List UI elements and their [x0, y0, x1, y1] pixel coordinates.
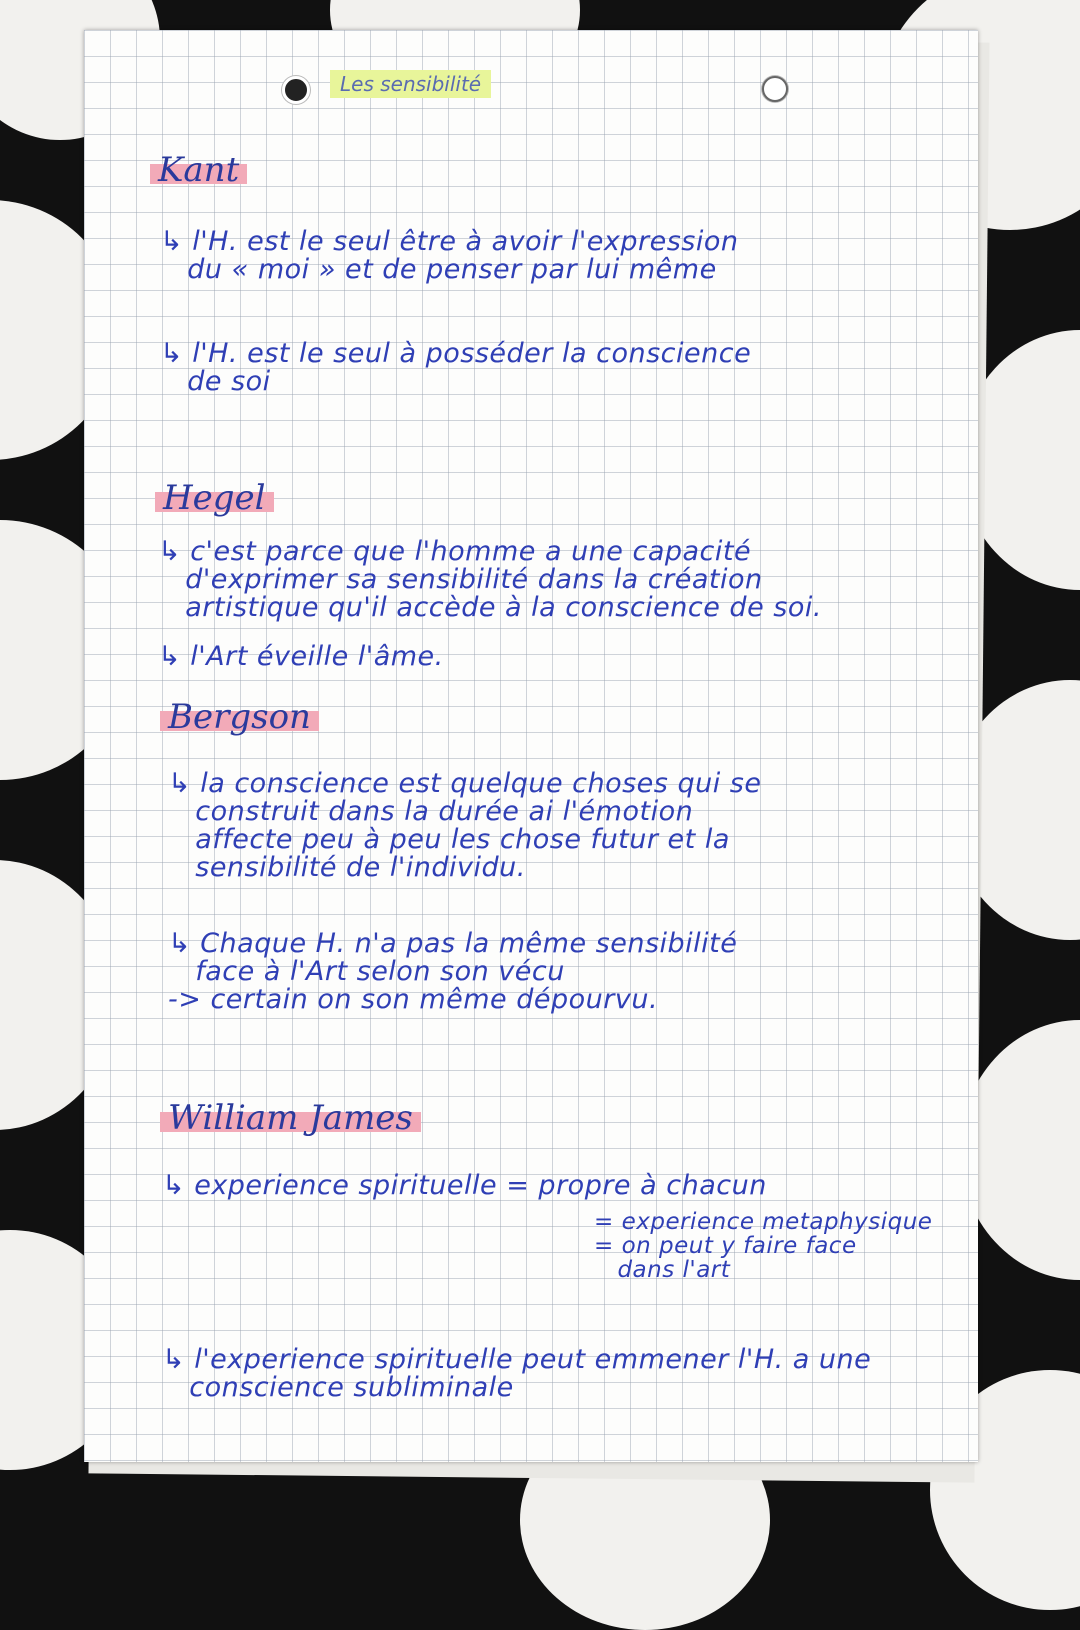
- punch-hole: [282, 76, 310, 104]
- punch-hole: [762, 76, 788, 102]
- note-james-2: = experience metaphysique = on peut y faire face dans l'art: [594, 1209, 933, 1283]
- note-kant-2: ↳ l'H. est le seul à posséder la conscience de soi: [160, 338, 752, 397]
- note-bergson-1: ↳ la conscience est quelque choses qui se construit dans la durée ai l'émotion affecte peu à peu les chose futur et la sensibilité de l'individu.: [168, 768, 762, 883]
- heading-bergson: [160, 697, 319, 737]
- note-hegel-2: ↳ l'Art éveille l'âme.: [158, 641, 444, 672]
- note-james-3: ↳ l'experience spirituelle peut emmener l'H. a une conscience subliminale: [162, 1344, 872, 1403]
- heading-hegel-text: Hegel: [155, 478, 274, 518]
- note-bergson-2: ↳ Chaque H. n'a pas la même sensibilité face à l'Art selon son vécu -> certain on son même dépourvu.: [168, 928, 738, 1015]
- note-james-1: ↳ experience spirituelle = propre à chacun: [162, 1170, 767, 1201]
- heading-william-james-text: William James: [160, 1098, 421, 1138]
- note-hegel-1: ↳ c'est parce que l'homme a une capacité d'exprimer sa sensibilité dans la création artistique qu'il accède à la conscience de soi.: [158, 536, 822, 623]
- heading-kant: [150, 150, 247, 190]
- page-title: Les sensibilité: [330, 70, 491, 98]
- heading-william-james: [160, 1098, 421, 1138]
- heading-bergson-text: Bergson: [160, 697, 319, 737]
- heading-hegel: [155, 478, 274, 518]
- heading-kant-text: Kant: [150, 150, 247, 190]
- note-kant-1: ↳ l'H. est le seul être à avoir l'expression du « moi » et de penser par lui même: [160, 226, 739, 285]
